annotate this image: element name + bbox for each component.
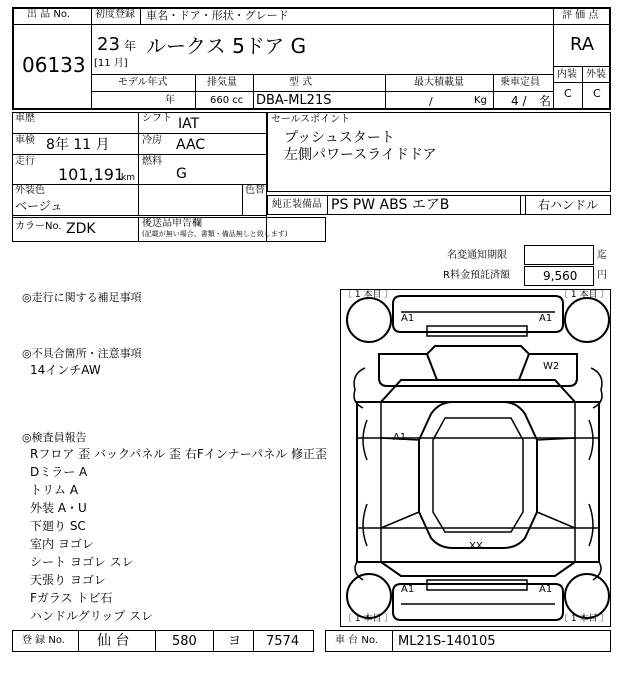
registration-area: 仙 台 [97, 633, 130, 649]
name-change-deadline-box [524, 245, 594, 265]
tire-front-right [565, 298, 609, 342]
registration-label: 登 録 No. [22, 635, 65, 646]
inspector-report-item: 室内 ヨゴレ [30, 537, 94, 551]
recycle-fee-value: 9,560 [543, 269, 578, 283]
first-registration-year: 23 [97, 34, 120, 55]
mileage-value: 101,191 [58, 165, 125, 184]
defects-title: ◎不具合箇所・注意事項 [22, 347, 142, 360]
sales-points-label: セールスポイント [271, 114, 351, 125]
tire-rear-right [565, 574, 609, 618]
shift-value: IAT [178, 116, 200, 132]
mileage-label: 走行 [15, 156, 35, 167]
displacement: 660 cc [210, 95, 244, 106]
inspector-report-item: 天張り ヨゴレ [30, 573, 106, 587]
name-change-deadline-label: 名変通知期限 [447, 250, 507, 261]
grade-label: 評 価 点 [562, 10, 599, 21]
tire-rear-left [347, 574, 391, 618]
inspector-report-title: ◎検査員報告 [22, 431, 87, 444]
equipment-label: 純正装備品 [272, 199, 322, 210]
inspector-report-item: Rフロア 歪 バックパネル 歪 右Fインナーパネル 修正歪 [30, 447, 327, 461]
tire-label-front-right: 〔 1 本目 〕 [559, 290, 610, 300]
car-roof [419, 402, 537, 548]
year-unit: 年 [124, 39, 137, 53]
damage-mark-rear-right: A1 [539, 584, 553, 595]
max-load-label: 最大積載量 [414, 77, 464, 88]
recycle-fee-label: R料金預託済額 [443, 270, 510, 281]
registration-class: 580 [172, 634, 197, 649]
capacity-unit: 名 [539, 94, 552, 108]
inspector-report-item: 下廻り SC [30, 519, 86, 533]
damage-mark-rear-floor: XX [469, 541, 483, 552]
inspector-report-item: Dミラー A [30, 465, 88, 479]
name-change-unit: 迄 [597, 250, 607, 261]
damage-mark-front-right: A1 [539, 313, 553, 324]
exterior-grade: C [593, 87, 601, 100]
first-registration-month: [11 月] [94, 58, 128, 69]
exterior-color-value: ベージュ [15, 199, 63, 213]
inspector-report-item: Fガラス トビ石 [30, 591, 113, 605]
fuel-value: G [176, 166, 187, 182]
chassis-number: ML21S-140105 [398, 634, 496, 649]
defect-item: 14インチAW [30, 363, 101, 377]
interior-grade: C [564, 87, 572, 100]
capacity-label: 乗車定員 [500, 77, 540, 88]
overall-grade: RA [570, 34, 595, 55]
exterior-color-label: 外装色 [15, 185, 45, 196]
interior-grade-label: 内装 [557, 69, 577, 80]
displacement-label: 排気量 [207, 77, 237, 88]
inspector-report-item: ハンドルグリップ スレ [30, 609, 154, 623]
inspection-label: 車検 [15, 135, 35, 146]
color-no-label: カラーNo. [15, 221, 62, 232]
type-code: DBA-ML21S [256, 93, 332, 108]
ac-label: 冷房 [142, 135, 162, 146]
registration-number: 7574 [266, 634, 300, 649]
aftermarket-label: 後送品申告欄 [142, 218, 202, 229]
tire-label-rear-right: 〔 1 本目 〕 [559, 614, 610, 624]
car-name: ルークス 5ドア G [146, 34, 307, 58]
inspector-report-item: 外装 A・U [30, 501, 87, 515]
tire-label-rear-left: 〔 1 本目 〕 [343, 614, 394, 624]
color-no-value: ZDK [66, 221, 96, 237]
damage-mark-left-door: A1 [393, 432, 407, 443]
recycle-fee-unit: 円 [597, 270, 607, 281]
car-name-label: 車名・ドア・形状・グレード [146, 9, 289, 22]
chassis-label: 車 台 No. [335, 635, 378, 646]
sales-point-line-2: 左側パワースライドドア [284, 147, 437, 163]
type-label: 型 式 [289, 77, 313, 88]
sales-point-line-1: プッシュスタート [284, 130, 395, 146]
first-registration-label: 初度登録 [95, 9, 135, 20]
damage-mark-right-side: W2 [543, 361, 560, 372]
car-diagram-frame [340, 289, 611, 627]
damage-mark-rear-left: A1 [401, 584, 415, 595]
damage-mark-front-left: A1 [401, 313, 415, 324]
inspector-report-item: シート ヨゴレ スレ [30, 555, 134, 569]
aftermarket-note: (記載が無い場合、書類・備品無しと致します) [142, 230, 288, 238]
exterior-grade-label: 外装 [586, 69, 606, 80]
capacity-value: 4 / [511, 94, 527, 108]
fuel-label: 燃料 [142, 156, 162, 167]
model-year-unit: 年 [165, 95, 175, 106]
equipment-value: PS PW ABS エアB [331, 197, 450, 213]
car-body [357, 402, 599, 562]
lot-number: 06133 [22, 53, 86, 77]
max-load-slash: / [429, 95, 433, 108]
tire-front-left [347, 298, 391, 342]
tire-label-front-left: 〔 1 本目 〕 [343, 290, 394, 300]
history-label: 車歴 [15, 113, 35, 124]
inspection-value: 8年 11 月 [46, 137, 110, 153]
ac-value: AAC [176, 137, 206, 153]
shift-label: シフト [142, 113, 172, 124]
mileage-unit: km [121, 173, 135, 183]
steering-position: 右ハンドル [538, 198, 599, 212]
max-load-unit: Kg [474, 95, 487, 106]
model-year-label: モデル年式 [118, 77, 168, 88]
color-change-label: 色替 [245, 185, 265, 196]
driving-supplement-title: ◎走行に関する補足事項 [22, 291, 142, 304]
inspector-report-item: トリム A [30, 483, 79, 497]
lot-number-label: 出 品 No. [27, 9, 70, 20]
registration-kana: ヨ [228, 634, 242, 649]
